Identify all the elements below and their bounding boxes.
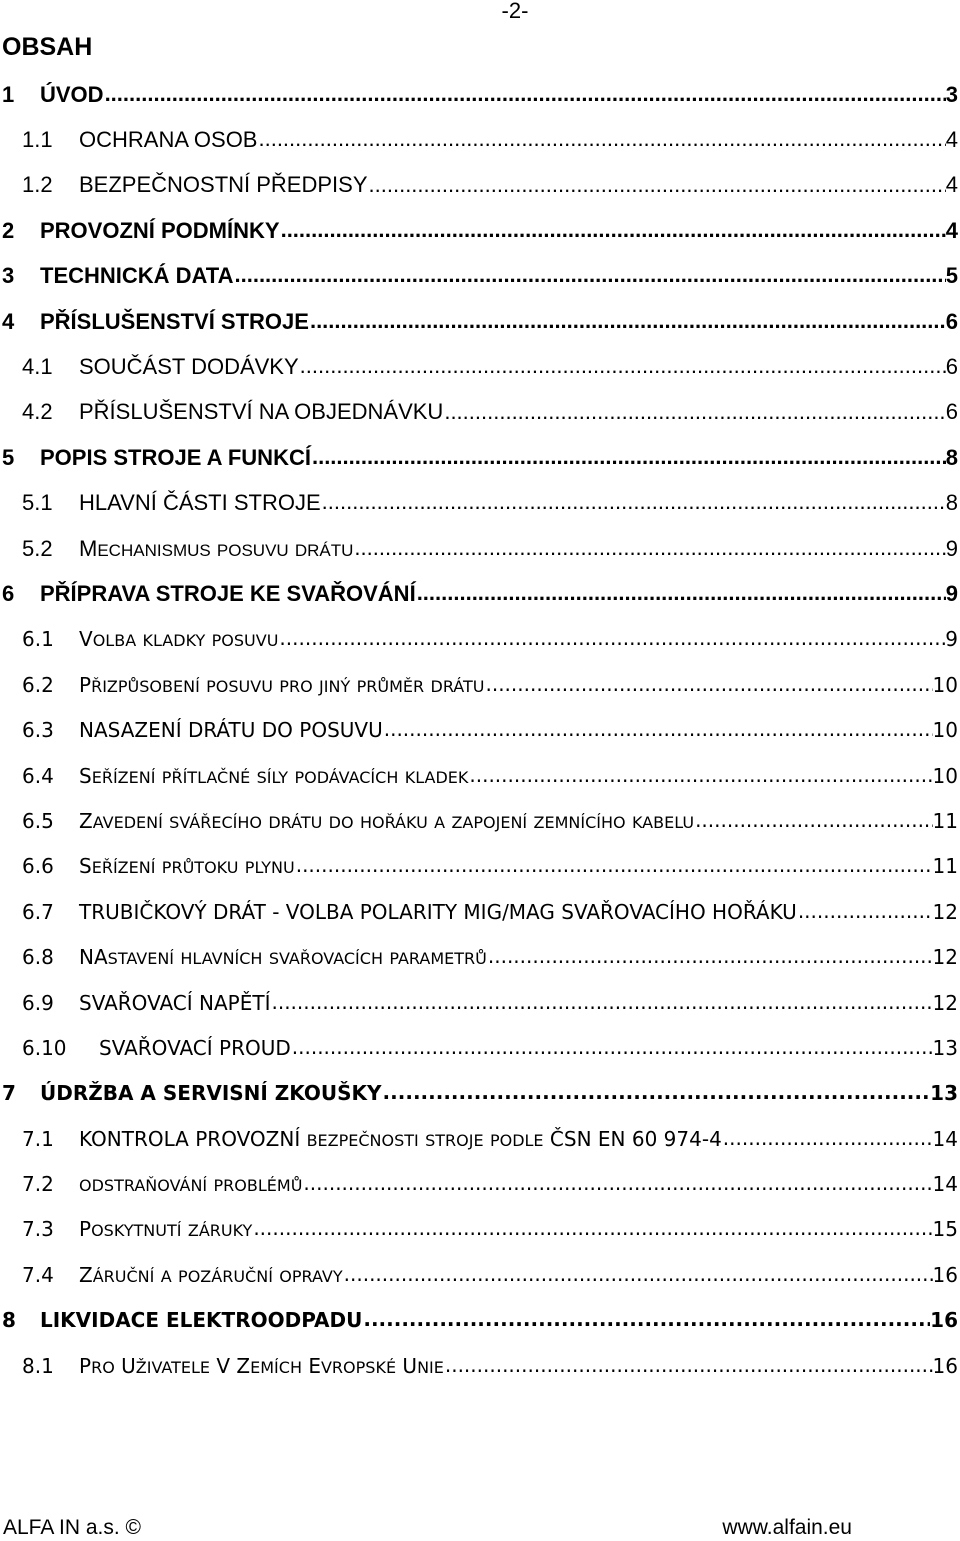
- toc-entry[interactable]: [0, 1298, 960, 1343]
- toc-entry-number: 6.4: [22, 763, 54, 788]
- footer-company: ALFA IN a.s. ©: [3, 1516, 142, 1539]
- toc-entry-number: 5: [2, 444, 15, 470]
- toc-entry-number: 6.9: [22, 990, 54, 1015]
- toc-entry-number: 7: [2, 1081, 16, 1106]
- toc-entry-page: 16: [932, 1262, 958, 1287]
- toc-entry[interactable]: [0, 1161, 960, 1206]
- toc-entry-number: 1.1: [22, 127, 53, 153]
- table-of-contents: [0, 72, 960, 1388]
- toc-entry-page: 10: [932, 718, 958, 743]
- toc-entry-leader: [488, 946, 933, 968]
- toc-entry[interactable]: [0, 526, 960, 571]
- toc-entry-title: VOLBA KLADKY POSUVU: [79, 627, 279, 652]
- toc-entry-number: 5.1: [22, 490, 53, 516]
- toc-entry-page: 9: [945, 535, 958, 561]
- toc-entry-leader: [300, 355, 946, 379]
- toc-entry-page: 8: [945, 444, 958, 470]
- toc-entry-page: 15: [932, 1217, 958, 1242]
- toc-entry-number: 6: [2, 580, 15, 606]
- toc-entry-leader: [258, 128, 945, 152]
- toc-entry-page: 16: [930, 1308, 958, 1333]
- toc-entry[interactable]: [0, 798, 960, 843]
- toc-entry-title: SEŘÍZENÍ PRŮTOKU PLYNU: [79, 854, 295, 879]
- toc-entry[interactable]: [0, 934, 960, 979]
- toc-entry-page: 4: [945, 127, 958, 153]
- toc-entry[interactable]: [0, 481, 960, 526]
- toc-entry-page: 8: [945, 490, 958, 516]
- toc-entry-leader: [444, 400, 945, 424]
- toc-entry-title: PŘÍSLUŠENSTVÍ NA OBJEDNÁVKU: [79, 399, 444, 425]
- toc-entry[interactable]: [0, 435, 960, 480]
- toc-entry-leader: [695, 810, 932, 832]
- toc-entry-leader: [253, 1218, 932, 1240]
- toc-entry[interactable]: [0, 72, 960, 117]
- toc-entry-title: TRUBIČKOVÝ DRÁT - VOLBA POLARITY MIG/MAG SVAŘOVACÍHO HOŘÁKU: [79, 899, 797, 924]
- toc-entry-leader: [383, 1082, 931, 1104]
- toc-entry-title: HLAVNÍ ČÁSTI STROJE: [79, 490, 321, 516]
- toc-entry-leader: [322, 491, 946, 515]
- toc-entry-leader: [105, 83, 946, 107]
- toc-entry-page: 10: [932, 672, 958, 697]
- toc-entry-number: 6.8: [22, 945, 54, 970]
- toc-entry-number: 6.10: [22, 1035, 67, 1060]
- toc-entry-number: 6.3: [22, 718, 54, 743]
- toc-entry-title: SVAŘOVACÍ NAPĚTÍ: [79, 990, 271, 1015]
- toc-title: OBSAH: [2, 33, 93, 61]
- toc-entry-leader: [363, 1309, 930, 1331]
- toc-entry-leader: [469, 765, 932, 787]
- page-number: -2-: [501, 0, 529, 23]
- toc-entry-title: PŘÍSLUŠENSTVÍ STROJE: [40, 308, 309, 334]
- toc-entry-leader: [296, 855, 933, 877]
- toc-entry-number: 6.6: [22, 854, 54, 879]
- toc-entry-title: ODSTRAŇOVÁNÍ PROBLÉMŮ: [79, 1176, 303, 1196]
- toc-entry-title: PŘIZPŮSOBENÍ POSUVU PRO JINÝ PRŮMĚR DRÁTU: [79, 672, 485, 697]
- toc-entry-number: 2: [2, 217, 15, 243]
- toc-entry-leader: [723, 1128, 933, 1150]
- toc-entry-number: 8.1: [22, 1353, 54, 1378]
- toc-entry[interactable]: [0, 208, 960, 253]
- toc-entry-title: PŘÍPRAVA STROJE KE SVAŘOVÁNÍ: [40, 580, 416, 606]
- toc-entry[interactable]: [0, 1071, 960, 1116]
- toc-entry-page: 13: [930, 1081, 958, 1106]
- toc-entry-number: 1: [2, 81, 15, 107]
- toc-entry-page: 6: [945, 399, 958, 425]
- toc-entry-leader: [798, 901, 933, 923]
- toc-entry-page: 6: [945, 354, 958, 380]
- toc-entry-title: MECHANISMUS POSUVU DRÁTU: [79, 535, 354, 561]
- toc-entry-number: 7.3: [22, 1217, 54, 1242]
- toc-entry-number: 7.1: [22, 1126, 54, 1151]
- toc-entry-leader: [303, 1173, 932, 1195]
- toc-entry-page: 4: [945, 217, 958, 243]
- toc-entry-number: 4.2: [22, 399, 53, 425]
- toc-entry[interactable]: [0, 889, 960, 934]
- toc-entry-leader: [344, 1264, 933, 1286]
- toc-entry-page: 5: [945, 263, 958, 289]
- toc-entry-number: 6.7: [22, 899, 54, 924]
- toc-entry-page: 12: [932, 990, 958, 1015]
- toc-entry-page: 10: [932, 763, 958, 788]
- toc-entry-leader: [310, 310, 946, 334]
- toc-entry[interactable]: [0, 1025, 960, 1070]
- toc-entry-title: NASTAVENÍ HLAVNÍCH SVAŘOVACÍCH PARAMETRŮ: [79, 945, 487, 970]
- toc-entry-page: 11: [932, 854, 958, 879]
- toc-entry-leader: [445, 1355, 933, 1377]
- toc-entry-page: 14: [932, 1126, 958, 1151]
- toc-entry-number: 3: [2, 263, 15, 289]
- toc-entry-leader: [312, 446, 946, 470]
- toc-entry-title: LIKVIDACE ELEKTROODPADU: [40, 1308, 363, 1333]
- toc-entry-page: 3: [945, 81, 958, 107]
- toc-entry-title: ZAVEDENÍ SVÁŘECÍHO DRÁTU DO HOŘÁKU A ZAPOJENÍ ZEMNÍCÍHO KABELU: [79, 808, 695, 833]
- toc-entry[interactable]: [0, 1252, 960, 1297]
- toc-entry-title: KONTROLA PROVOZNÍ BEZPEČNOSTI STROJE PODLE ČSN EN 60 974-4: [79, 1126, 722, 1151]
- toc-entry[interactable]: [0, 617, 960, 662]
- toc-entry-title: ÚVOD: [40, 81, 104, 107]
- toc-entry[interactable]: [0, 1116, 960, 1161]
- toc-entry-title: SVAŘOVACÍ PROUD: [99, 1035, 291, 1060]
- toc-entry[interactable]: [0, 662, 960, 707]
- toc-entry-page: 16: [932, 1353, 958, 1378]
- toc-entry-page: 14: [932, 1172, 958, 1197]
- toc-entry[interactable]: [0, 117, 960, 162]
- toc-entry[interactable]: [0, 1207, 960, 1252]
- toc-entry[interactable]: [0, 299, 960, 344]
- toc-entry[interactable]: [0, 390, 960, 435]
- toc-entry-page: 9: [945, 627, 958, 652]
- toc-entry[interactable]: [0, 707, 960, 752]
- toc-entry-title: ÚDRŽBA A SERVISNÍ ZKOUŠKY: [40, 1081, 382, 1106]
- toc-entry-number: 5.2: [22, 535, 53, 561]
- toc-entry-page: 4: [945, 172, 958, 198]
- toc-entry-number: 6.1: [22, 627, 54, 652]
- toc-entry-leader: [235, 264, 946, 288]
- toc-entry-page: 12: [932, 945, 958, 970]
- toc-entry-title: BEZPEČNOSTNÍ PŘEDPISY: [79, 172, 368, 198]
- toc-entry-number: 4: [2, 308, 15, 334]
- toc-entry-leader: [369, 173, 946, 197]
- toc-entry[interactable]: [0, 163, 960, 208]
- toc-entry-page: 12: [932, 899, 958, 924]
- toc-entry-title: OCHRANA OSOB: [79, 127, 258, 153]
- toc-entry[interactable]: [0, 344, 960, 389]
- toc-entry-title: NASAZENÍ DRÁTU DO POSUVU: [79, 718, 383, 743]
- toc-entry-title: SOUČÁST DODÁVKY: [79, 354, 299, 380]
- toc-entry-title: POPIS STROJE A FUNKCÍ: [40, 444, 311, 470]
- toc-entry-number: 1.2: [22, 172, 53, 198]
- toc-entry-leader: [292, 1037, 933, 1059]
- toc-entry-leader: [485, 674, 932, 696]
- toc-entry-leader: [281, 219, 946, 243]
- toc-entry[interactable]: [0, 571, 960, 616]
- toc-entry-number: 7.4: [22, 1262, 54, 1287]
- toc-entry[interactable]: [0, 1343, 960, 1388]
- toc-entry-title: PRO UŽIVATELE V ZEMÍCH EVROPSKÉ UNIE: [79, 1353, 444, 1378]
- toc-entry-title: ZÁRUČNÍ A POZÁRUČNÍ OPRAVY: [79, 1262, 343, 1287]
- toc-entry[interactable]: [0, 844, 960, 889]
- toc-entry-title: SEŘÍZENÍ PŘÍTLAČNÉ SÍLY PODÁVACÍCH KLADEK: [79, 763, 469, 788]
- toc-entry-number: 6.2: [22, 672, 54, 697]
- toc-entry[interactable]: [0, 753, 960, 798]
- toc-entry-number: 7.2: [22, 1172, 54, 1197]
- toc-entry-leader: [271, 992, 932, 1014]
- toc-entry-leader: [279, 628, 945, 650]
- toc-entry-page: 11: [932, 808, 958, 833]
- footer-website: www.alfain.eu: [722, 1516, 852, 1539]
- toc-entry-title: TECHNICKÁ DATA: [40, 263, 234, 289]
- toc-entry-page: 13: [932, 1035, 958, 1060]
- toc-entry-title: POSKYTNUTÍ ZÁRUKY: [79, 1217, 253, 1242]
- toc-entry-leader: [354, 537, 945, 561]
- toc-entry-leader: [384, 719, 933, 741]
- toc-entry[interactable]: [0, 254, 960, 299]
- toc-entry-leader: [417, 582, 946, 606]
- toc-entry-number: 4.1: [22, 354, 53, 380]
- toc-entry-title: PROVOZNÍ PODMÍNKY: [40, 217, 280, 243]
- toc-entry-page: 6: [945, 308, 958, 334]
- toc-entry-number: 6.5: [22, 808, 54, 833]
- toc-entry[interactable]: [0, 980, 960, 1025]
- toc-entry-number: 8: [2, 1308, 16, 1333]
- toc-entry-page: 9: [945, 580, 958, 606]
